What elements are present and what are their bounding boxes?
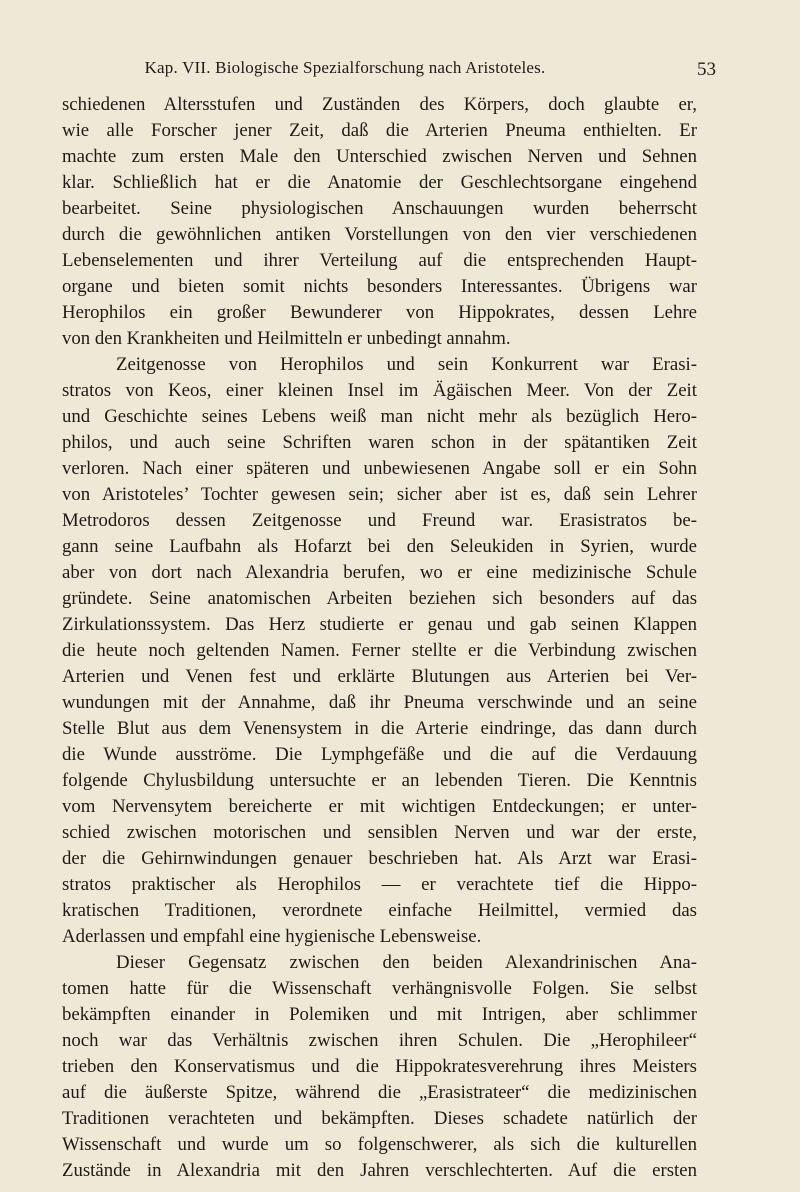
page-header (62, 58, 716, 88)
text-line: und Geschichte seines Lebens weiß man nicht mehr als bezüglich Hero- (62, 406, 697, 427)
text-line: schied zwischen motorischen und sensiblen Nerven und war der erste, (62, 822, 697, 843)
text-line: Wissenschaft und wurde um so folgenschwerer, als sich die kulturellen (62, 1134, 697, 1155)
text-line: gründete. Seine anatomischen Arbeiten beziehen sich besonders auf das (62, 588, 697, 609)
text-line: vom Nervensytem bereicherte er mit wichtigen Entdeckungen; er unter- (62, 796, 697, 817)
text-line: von den Krankheiten und Heilmitteln er unbedingt annahm. (62, 328, 511, 349)
text-line: gann seine Laufbahn als Hofarzt bei den Seleukiden in Syrien, wurde (62, 536, 697, 557)
text-line: Stelle Blut aus dem Venensystem in die Arterie eindringe, das dann durch (62, 718, 697, 739)
body-text (62, 92, 697, 1184)
text-line: Traditionen verachteten und bekämpften. Dieses schadete natürlich der (62, 1108, 697, 1129)
text-line: die Wunde ausströme. Die Lymphgefäße und die auf die Verdauung (62, 744, 697, 765)
text-line: Zustände in Alexandria mit den Jahren verschlechterten. Auf die ersten (62, 1160, 697, 1181)
text-line: Herophilos ein großer Bewunderer von Hippokrates, dessen Lehre (62, 302, 697, 323)
text-line: Arterien und Venen fest und erklärte Blutungen aus Arterien bei Ver- (62, 666, 697, 687)
text-line: bekämpften einander in Polemiken und mit Intrigen, aber schlimmer (62, 1004, 697, 1025)
text-line: kratischen Traditionen, verordnete einfache Heilmittel, vermied das (62, 900, 697, 921)
text-line: der die Gehirnwindungen genauer beschrieben hat. Als Arzt war Erasi- (62, 848, 697, 869)
text-line: auf die äußerste Spitze, während die „Erasistrateer“ die medizinischen (62, 1082, 697, 1103)
text-line: Zirkulationssystem. Das Herz studierte er genau und gab seinen Klappen (62, 614, 697, 635)
text-line: tomen hatte für die Wissenschaft verhängnisvolle Folgen. Sie selbst (62, 978, 697, 999)
text-line: Dieser Gegensatz zwischen den beiden Alexandrinischen Ana- (116, 952, 697, 973)
text-line: die heute noch geltenden Namen. Ferner stellte er die Verbindung zwischen (62, 640, 697, 661)
text-line: verloren. Nach einer späteren und unbewiesenen Angabe soll er ein Sohn (62, 458, 697, 479)
text-line: wie alle Forscher jener Zeit, daß die Arterien Pneuma enthielten. Er (62, 120, 697, 141)
text-line: schiedenen Altersstufen und Zuständen des Körpers, doch glaubte er, (62, 94, 697, 115)
text-line: durch die gewöhnlichen antiken Vorstellungen von den vier verschiedenen (62, 224, 697, 245)
text-line: klar. Schließlich hat er die Anatomie der Geschlechtsorgane eingehend (62, 172, 697, 193)
text-line: Metrodoros dessen Zeitgenosse und Freund war. Erasistratos be- (62, 510, 697, 531)
text-line: wundungen mit der Annahme, daß ihr Pneuma verschwinde und an seine (62, 692, 697, 713)
running-title: Kap. VII. Biologische Spezialforschung nach Aristoteles. (144, 58, 546, 77)
text-line: philos, und auch seine Schriften waren schon in der spätantiken Zeit (62, 432, 697, 453)
text-line: trieben den Konservatismus und die Hippokratesverehrung ihres Meisters (62, 1056, 697, 1077)
page-number: 53 (697, 59, 716, 80)
text-line: Aderlassen und empfahl eine hygienische Lebensweise. (62, 926, 482, 947)
text-line: stratos praktischer als Herophilos — er verachtete tief die Hippo- (62, 874, 697, 895)
text-line: Lebenselementen und ihrer Verteilung auf die entsprechenden Haupt- (62, 250, 697, 271)
text-line: aber von dort nach Alexandria berufen, wo er eine medizinische Schule (62, 562, 697, 583)
text-line: stratos von Keos, einer kleinen Insel im Ägäischen Meer. Von der Zeit (62, 380, 697, 401)
text-line: Zeitgenosse von Herophilos und sein Konkurrent war Erasi- (116, 354, 697, 375)
text-line: von Aristoteles’ Tochter gewesen sein; sicher aber ist es, daß sein Lehrer (62, 484, 697, 505)
text-line: noch war das Verhältnis zwischen ihren Schulen. Die „Herophileer“ (62, 1030, 697, 1051)
text-line: bearbeitet. Seine physiologischen Anschauungen wurden beherrscht (62, 198, 697, 219)
text-line: organe und bieten somit nichts besonders Interessantes. Übrigens war (62, 276, 697, 297)
text-line: folgende Chylusbildung untersuchte er an lebenden Tieren. Die Kenntnis (62, 770, 697, 791)
text-line: machte zum ersten Male den Unterschied zwischen Nerven und Sehnen (62, 146, 697, 167)
